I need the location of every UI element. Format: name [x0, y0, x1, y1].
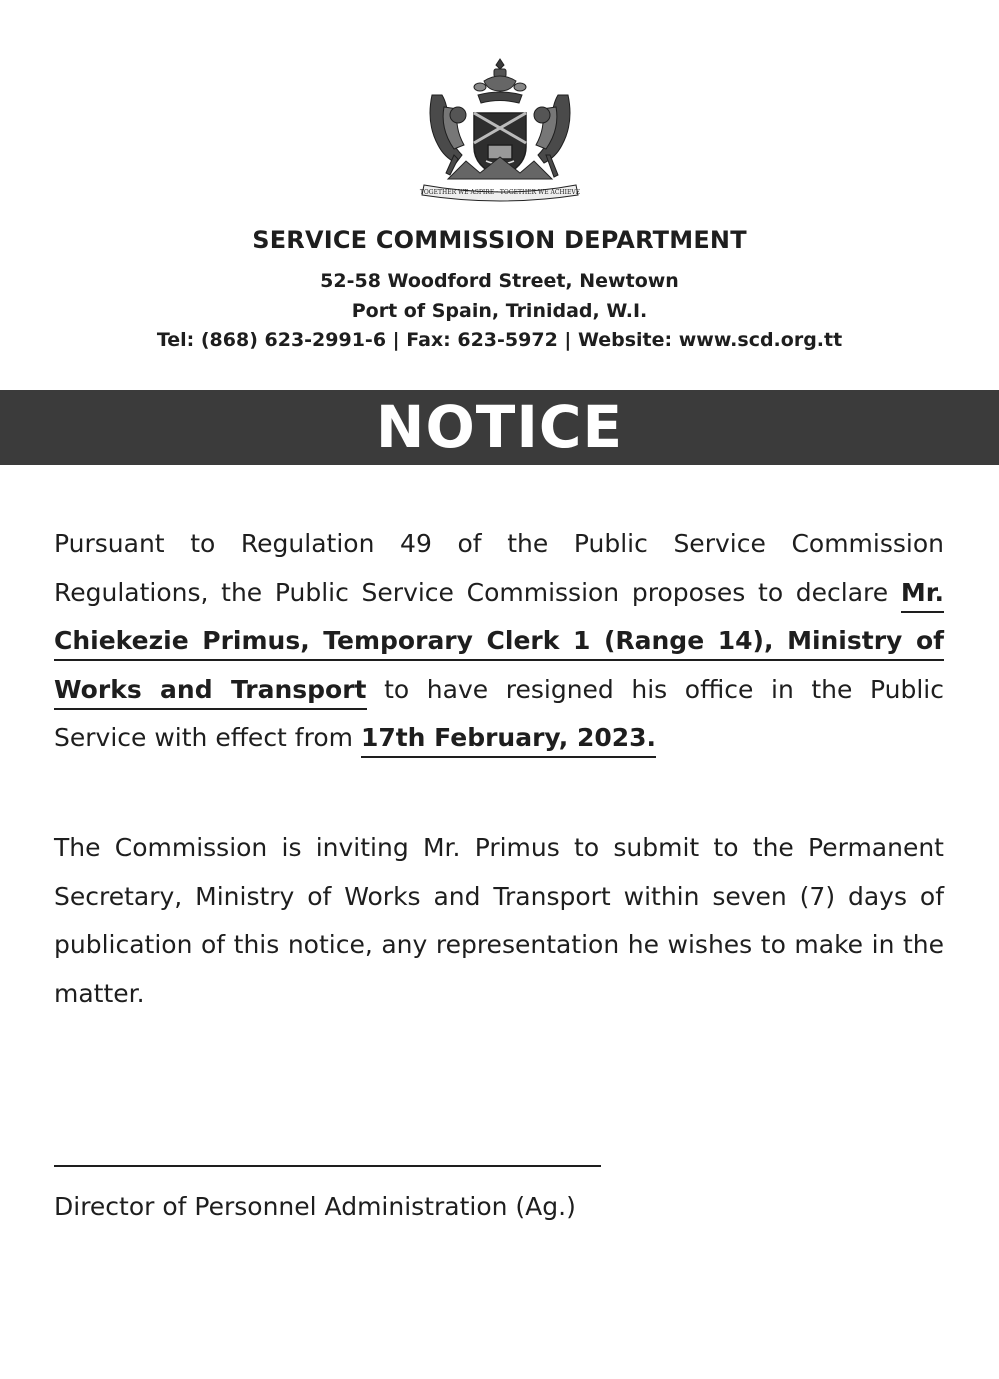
notice-banner: [0, 390, 999, 465]
employee-name-designation: Mr. Chiekezie Primus, Temporary Clerk 1 (Range 14), Ministry of: [54, 578, 944, 662]
employee-ministry: Works and Transport: [54, 675, 367, 710]
crest-base: [448, 157, 552, 179]
address-line-1: 52-58 Woodford Street, Newtown: [320, 270, 679, 292]
signatory-title: Director of Personnel Administration (Ag.): [54, 1192, 576, 1221]
p1-middle: to have resigned his office in the Public Service with effect from: [54, 674, 944, 752]
address-line-2: Port of Spain, Trinidad, W.I.: [351, 300, 648, 322]
coat-of-arms: [418, 55, 583, 203]
crest-helm: [474, 59, 526, 103]
right-bird: [534, 95, 570, 177]
left-bird: [430, 95, 466, 175]
effective-date: 17th February, 2023.: [361, 723, 656, 758]
contact-line: Tel: (868) 623-2991-6 | Fax: 623-5972 | Website: www.scd.org.tt: [156, 329, 843, 351]
notice-paragraph-2: The Commission is inviting Mr. Primus to submit to the Permanent Secretary, Ministry of Works and Transport within seven (7) days of publication of this notice, any representation he wishes to make in the matter.: [54, 833, 944, 1008]
department-name: SERVICE COMMISSION DEPARTMENT: [252, 226, 747, 254]
crest-motto-text: TOGETHER WE ASPIRE · TOGETHER WE ACHIEVE: [419, 189, 581, 196]
p1-intro: Pursuant to Regulation 49 of the Public Service Commission Regulations, the Public Service Commission proposes to declare: [54, 529, 944, 607]
signature-line: [54, 1165, 601, 1167]
notice-paragraph-1: [54, 520, 944, 763]
notice-title: NOTICE: [375, 393, 624, 461]
